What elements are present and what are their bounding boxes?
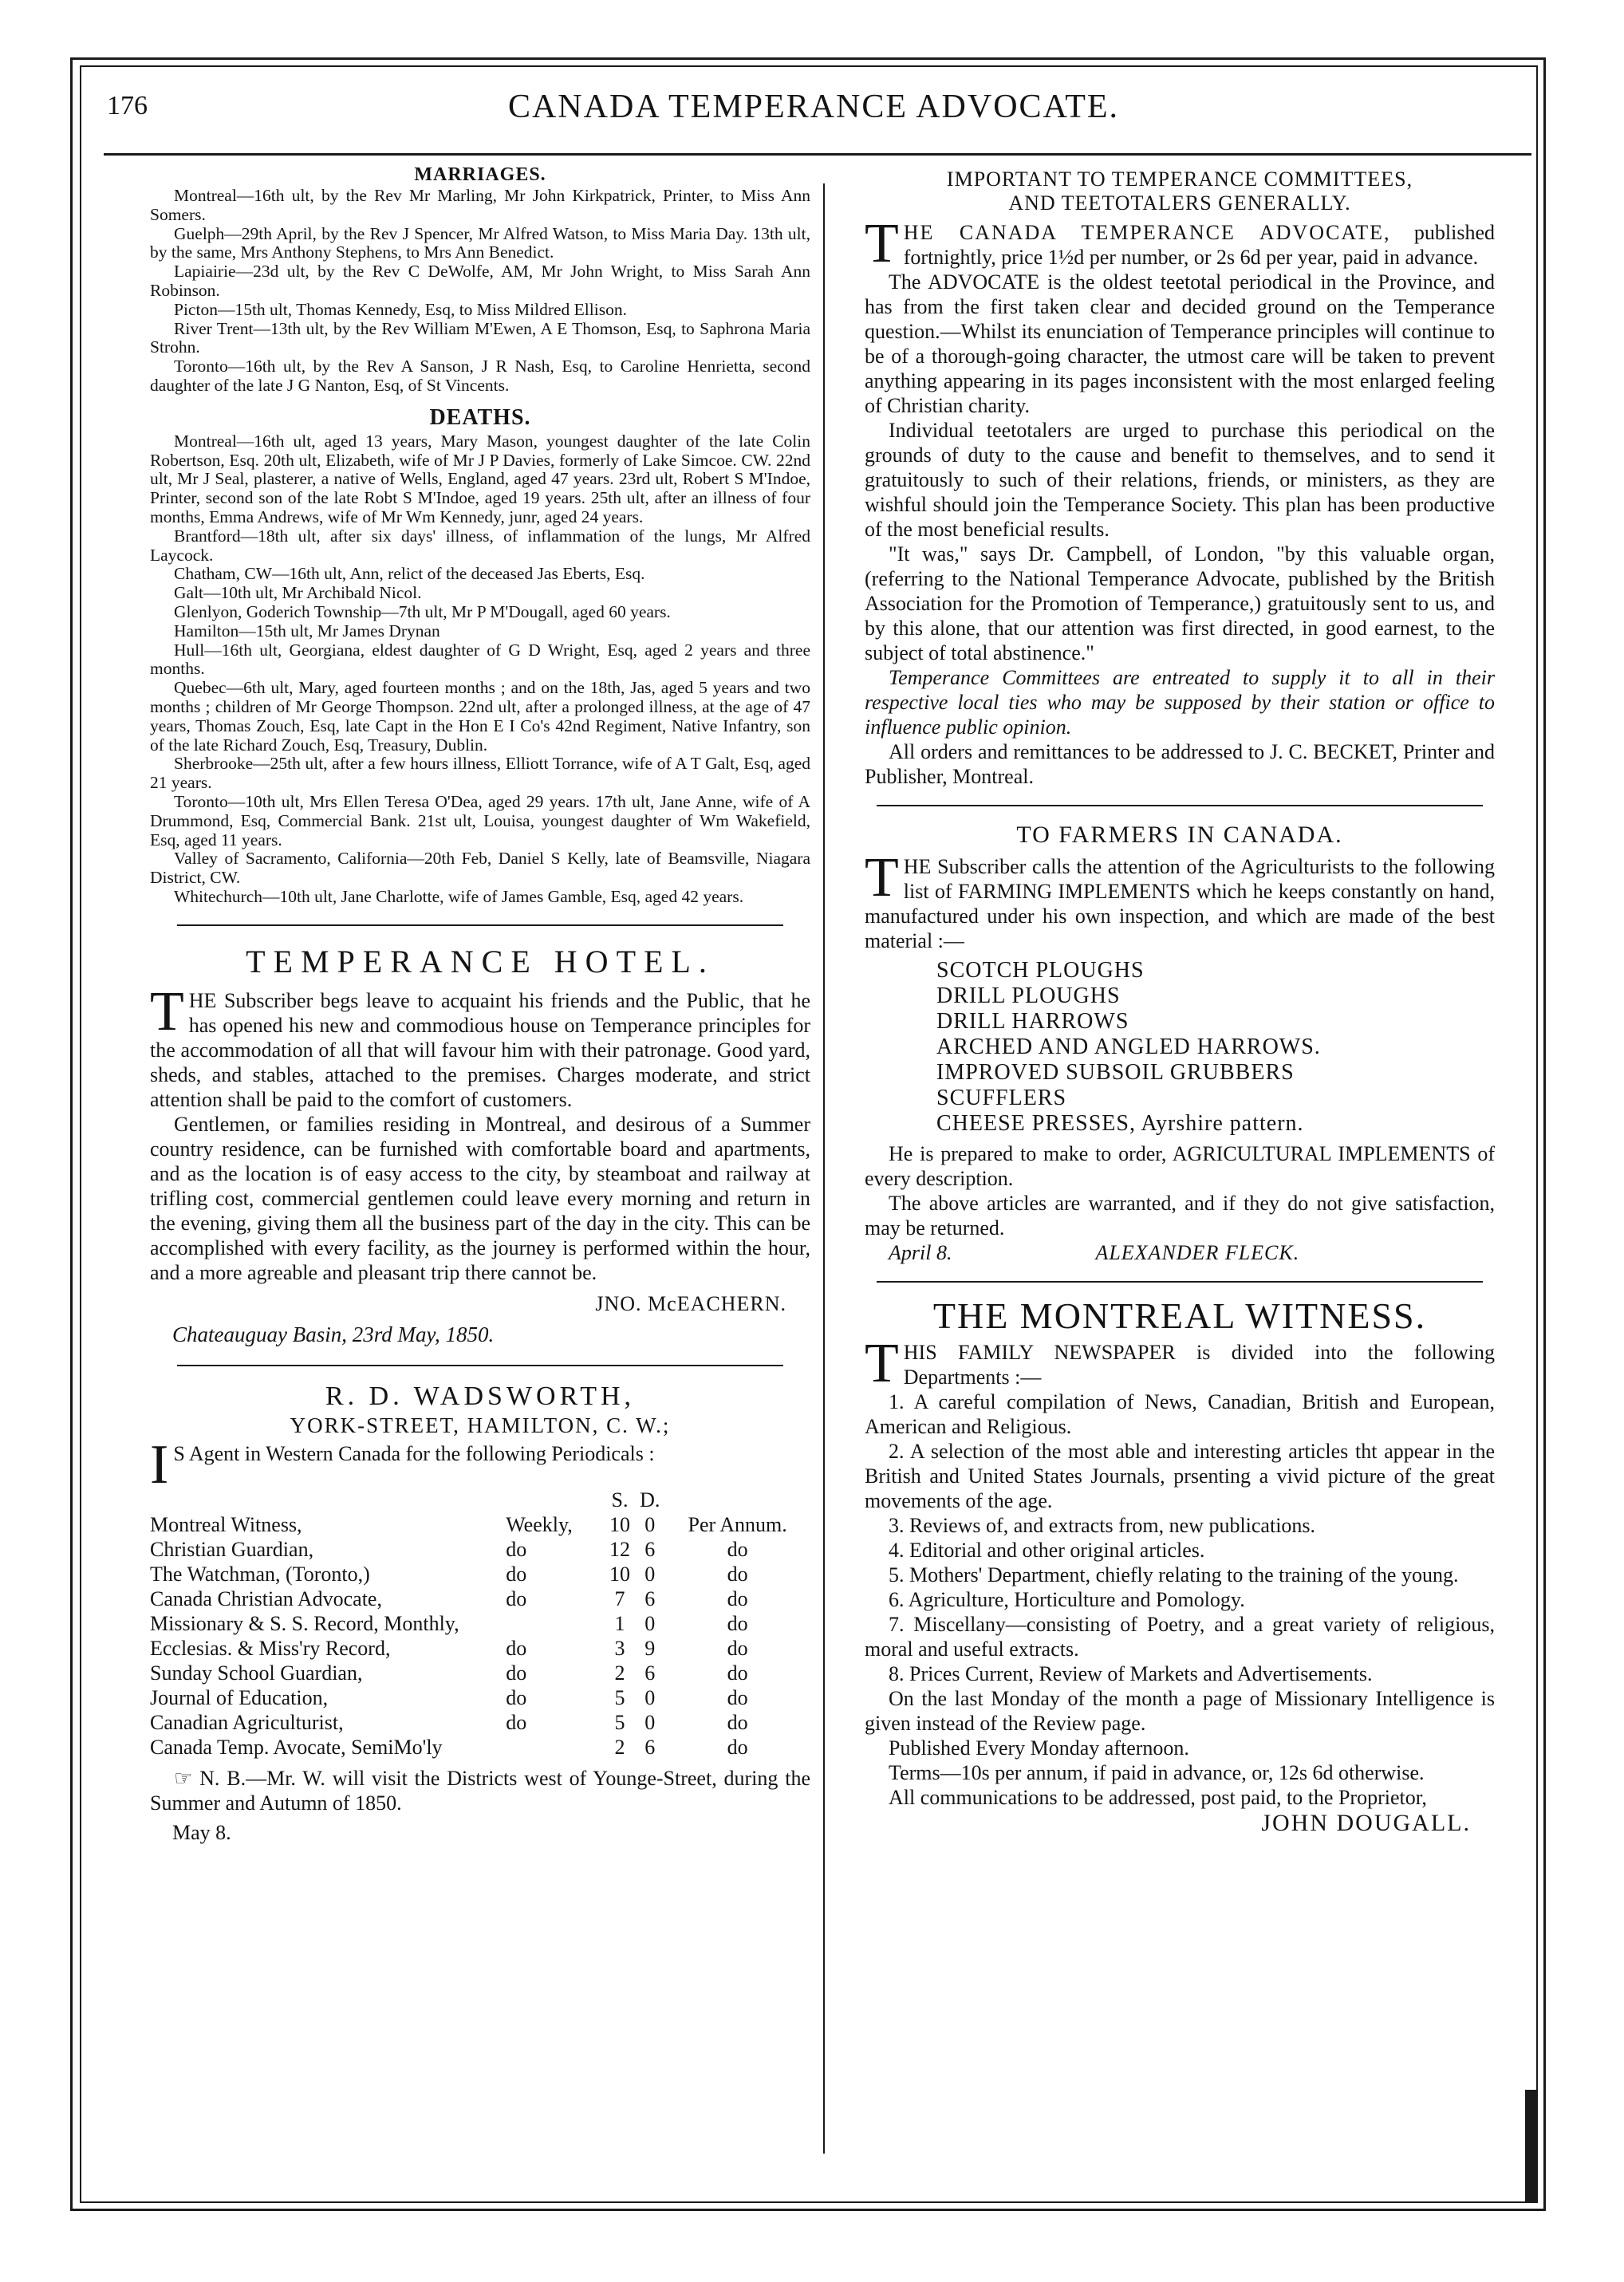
death-entry: Brantford—18th ult, after six days' illness, of inflammation of the lungs, Mr Alfred Laycock. bbox=[150, 526, 810, 565]
hotel-para-2: Gentlemen, or families residing in Montreal, and desirous of a Summer country residence, can be furnished with comfortable board and apartments, and as the location is of easy access to the city, by steamboat and railway at trifling cost, commercial gentlemen could leave every morning and return in the evening, giving them all the business part of the day in the city. This can be accomplished with every facility, as the journey is performed within the hour, and a more agreable and pleasant trip there cannot be. bbox=[150, 1112, 810, 1284]
periodical-row: Canada Temp. Avocate, SemiMo'ly 2 6 do bbox=[150, 1735, 748, 1759]
witness-signature: JOHN DOUGALL. bbox=[1261, 1810, 1471, 1836]
marriages-heading: MARRIAGES. bbox=[414, 164, 546, 185]
witness-published: Published Every Monday afternoon. bbox=[889, 1736, 1189, 1760]
wadsworth-title: R. D. WADSWORTH, bbox=[325, 1381, 636, 1411]
death-entry: Galt—10th ult, Mr Archibald Nicol. bbox=[174, 583, 422, 603]
death-entry: Toronto—10th ult, Mrs Ellen Teresa O'Dea, aged 29 years. 17th ult, Jane Anne, wife of A Drummond, Esq, Commercial Bank. 21st ult, Louisa, youngest daughter of Wm Wakefield, Esq, aged 11 years. bbox=[150, 791, 810, 849]
section-rule bbox=[177, 1365, 783, 1366]
advocate-para-4: "It was," says Dr. Campbell, of London, "by this valuable organ, (referring to the National Temperance Advocate, published by the British Association for the Promotion of Temperance,) gratuitously sent to us, and by this alone, that our attention was first directed, in good earnest, to the subject of total abstinence." bbox=[865, 542, 1495, 664]
hotel-dateline: Chateauguay Basin, 23rd May, 1850. bbox=[172, 1322, 495, 1346]
death-entry: Chatham, CW—16th ult, Ann, relict of the deceased Jas Eberts, Esq. bbox=[174, 564, 645, 584]
advocate-para-5: Temperance Committees are entreated to supply it to all in their respective local ties who may be supposed by their station or office to influence public opinion. bbox=[865, 666, 1495, 739]
witness-title: THE MONTREAL WITNESS. bbox=[932, 1295, 1427, 1336]
deaths-list bbox=[150, 432, 810, 907]
implement-item: SCUFFLERS bbox=[936, 1086, 1067, 1110]
periodicals-table bbox=[150, 1488, 810, 1760]
periodical-row: Ecclesias. & Miss'ry Record, do 3 9 do bbox=[150, 1636, 748, 1660]
hotel-title: TEMPERANCE HOTEL. bbox=[246, 943, 715, 979]
hotel-para-1: THE Subscriber begs leave to acquaint his friends and the Public, that he has opened his new and commodious house on Temperance principles for the accommodation of all that will favour him with their patronage. Good yard, sheds, and stables, attached to the premises. Charges moderate, and strict attention shall be paid to the comfort of customers. bbox=[150, 980, 810, 1111]
department-item: 8. Prices Current, Review of Markets and Advertisements. bbox=[889, 1662, 1373, 1685]
department-item: 7. Miscellany—consisting of Poetry, and a great variety of religious, moral and useful extracts. bbox=[865, 1613, 1495, 1661]
column-divider bbox=[823, 183, 825, 2154]
farmers-dropcap: T bbox=[865, 847, 899, 908]
department-item: 1. A careful compilation of News, Canadian, British and European, American and Religious. bbox=[865, 1390, 1495, 1438]
death-entry: Glenlyon, Goderich Township—7th ult, Mr P M'Dougall, aged 60 years. bbox=[174, 601, 671, 621]
implement-item: DRILL HARROWS bbox=[936, 1009, 1129, 1034]
marriages-section bbox=[150, 163, 810, 396]
marriage-entry: Guelph—29th April, by the Rev J Spencer, Mr Alfred Watson, to Miss Maria Day. 13th ult, by the same, Mrs Anthony Stephens, to Mrs Ann Benedict. bbox=[150, 223, 810, 262]
farmers-para-3: The above articles are warranted, and if they do not give satisfaction, may be returned. bbox=[865, 1192, 1495, 1240]
wadsworth-date: May 8. bbox=[172, 1820, 231, 1844]
farmers-date: April 8. bbox=[889, 1241, 952, 1264]
deaths-heading: DEATHS. bbox=[429, 404, 531, 430]
department-item: 4. Editorial and other original articles. bbox=[889, 1539, 1205, 1562]
wadsworth-address: YORK-STREET, HAMILTON, C. W.; bbox=[290, 1413, 671, 1437]
department-item: 5. Mothers' Department, chiefly relating to the training of the young. bbox=[889, 1563, 1459, 1586]
department-item: 3. Reviews of, and extracts from, new publications. bbox=[889, 1514, 1316, 1537]
periodical-row: Christian Guardian, do 12 6 do bbox=[150, 1537, 748, 1561]
page-number: 176 bbox=[107, 91, 148, 120]
important-title-2: AND TEETOTALERS GENERALLY. bbox=[1008, 191, 1351, 215]
temperance-hotel-ad bbox=[150, 944, 810, 1347]
department-item: 2. A selection of the most able and interesting articles tht appear in the British and United States Journals, prsenting a vivid picture of the great movements of the age. bbox=[865, 1440, 1495, 1512]
death-entry: Whitechurch—10th ult, Jane Charlotte, wife of James Gamble, Esq, aged 42 years. bbox=[174, 886, 744, 906]
advocate-dropcap: T bbox=[865, 213, 899, 274]
periodical-row: Missionary & S. S. Record, Monthly, 1 0 do bbox=[150, 1611, 748, 1635]
advocate-para-6: All orders and remittances to be addressed to J. C. BECKET, Printer and Publisher, Montreal. bbox=[865, 740, 1495, 788]
death-entry: Montreal—16th ult, aged 13 years, Mary Mason, youngest daughter of the late Colin Robertson, Esq. 20th ult, Elizabeth, wife of Mr J P Davies, formerly of Lake Simcoe. CW. 22nd ult, Mr J Seal, plasterer, a native of Wells, England, aged 47 years. 23rd ult, Robert S M'Indoe, Printer, second son of the late Robt S M'Indoe, aged 19 years. 25th ult, after an illness of four months, Emma Andrews, wife of Mr Wm Kennedy, junr, aged 24 years. bbox=[150, 431, 810, 526]
implement-item: CHEESE PRESSES, Ayrshire pattern. bbox=[936, 1111, 1304, 1136]
implement-item: ARCHED AND ANGLED HARROWS. bbox=[936, 1035, 1321, 1059]
hotel-dropcap: T bbox=[150, 980, 184, 1042]
farmers-ad bbox=[865, 821, 1495, 1265]
implement-item: DRILL PLOUGHS bbox=[936, 983, 1121, 1008]
death-entry: Sherbrooke—25th ult, after a few hours illness, Elliott Torrance, wife of A T Galt, Esq, aged 21 years. bbox=[150, 754, 810, 793]
periodical-row: Montreal Witness, Weekly, 10 0 Per Annum. bbox=[150, 1512, 787, 1536]
header-rule bbox=[104, 153, 1531, 156]
witness-dropcap: T bbox=[865, 1333, 899, 1394]
department-item: 6. Agriculture, Horticulture and Pomology. bbox=[889, 1588, 1245, 1611]
section-rule bbox=[177, 924, 783, 926]
implements-list bbox=[936, 958, 1495, 1137]
farmers-footer bbox=[889, 1240, 1495, 1265]
hotel-signature: JNO. McEACHERN. bbox=[595, 1291, 786, 1315]
marriage-entry: River Trent—13th ult, by the Rev William M'Ewen, A E Thomson, Esq, to Saphrona Maria Strohn. bbox=[150, 318, 810, 357]
important-notice bbox=[865, 168, 1495, 789]
witness-intro: THIS FAMILY NEWSPAPER is divided into the following Departments :— bbox=[865, 1333, 1495, 1394]
marriage-entry: Picton—15th ult, Thomas Kennedy, Esq, to Miss Mildred Ellison. bbox=[174, 299, 627, 319]
marriage-entry: Toronto—16th ult, by the Rev A Sanson, J R Nash, Esq, to Caroline Henrietta, second daughter of the late J G Nanton, Esq, of St Vincents. bbox=[150, 357, 810, 395]
right-column bbox=[865, 160, 1495, 1837]
section-rule bbox=[877, 805, 1483, 806]
advocate-para-2: The ADVOCATE is the oldest teetotal periodical in the Province, and has from the first taken clear and decided ground on the Temperance question.—Whilst its enunciation of Temperance principles will continue to be of a thorough-going character, the utmost care will be taken to prevent anything appearing in its pages inconsistent with the most enlarged feeling of Christian charity. bbox=[865, 270, 1495, 417]
marriage-entry: Lapiairie—23d ult, by the Rev C DeWolfe, AM, Mr John Wright, to Miss Sarah Ann Robinson. bbox=[150, 262, 810, 300]
left-column bbox=[150, 160, 810, 1845]
implement-item: IMPROVED SUBSOIL GRUBBERS bbox=[936, 1060, 1295, 1085]
farmers-title: TO FARMERS IN CANADA. bbox=[1016, 822, 1343, 848]
marriage-entry: Montreal—16th ult, by the Rev Mr Marling, Mr John Kirkpatrick, Printer, to Miss Ann Somers. bbox=[150, 186, 810, 224]
wadsworth-note: ☞ N. B.—Mr. W. will visit the Districts west of Younge-Street, during the Summer and Autumn of 1850. bbox=[150, 1766, 810, 1815]
periodical-row: Journal of Education, do 5 0 do bbox=[150, 1685, 748, 1709]
marriages-list bbox=[150, 187, 810, 396]
periodicals-header-row bbox=[150, 1488, 810, 1512]
wadsworth-ad bbox=[150, 1381, 810, 1845]
wadsworth-intro: I S Agent in Western Canada for the following Periodicals : bbox=[150, 1433, 655, 1496]
implement-item: SCOTCH PLOUGHS bbox=[936, 958, 1145, 983]
witness-ad bbox=[865, 1295, 1495, 1837]
col-shillings: S. bbox=[611, 1488, 629, 1511]
death-entry: Quebec—6th ult, Mary, aged fourteen months ; and on the 18th, Jas, aged 5 years and two months ; children of Mr George Thompson. 22nd ult, after a prolonged illness, at the age of 47 years, Thomas Zouch, Esq, late Capt in the Hon E I Co's 42nd Regiment, Native Infantry, son of the late Richard Zouch, Esq, Treasury, Dublin. bbox=[150, 678, 810, 755]
periodical-row: Sunday School Guardian, do 2 6 do bbox=[150, 1661, 748, 1685]
witness-terms: Terms—10s per annum, if paid in advance, or, 12s 6d otherwise. bbox=[889, 1761, 1425, 1784]
witness-communications: All communications to be addressed, post paid, to the Proprietor, bbox=[889, 1786, 1427, 1809]
witness-missionary-note: On the last Monday of the month a page of Missionary Intelligence is given instead of the Review page. bbox=[865, 1687, 1495, 1735]
farmers-signature: ALEXANDER FLECK. bbox=[1095, 1241, 1300, 1264]
wadsworth-dropcap: I bbox=[150, 1433, 169, 1496]
farmers-intro: THE Subscriber calls the attention of the Agriculturists to the following list of FARMING IMPLEMENTS which he keeps constantly on hand, manufactured under his own inspection, and which are made of the best material :— bbox=[865, 847, 1495, 952]
page-header bbox=[96, 88, 1531, 136]
periodical-row: Canada Christian Advocate, do 7 6 do bbox=[150, 1586, 748, 1610]
important-title-1: IMPORTANT TO TEMPERANCE COMMITTEES, bbox=[946, 168, 1413, 191]
advocate-para-3: Individual teetotalers are urged to purchase this periodical on the grounds of duty to the cause and benefit to themselves, and to send it gratuitously to such of their relations, friends, or ministers, as they are wishful should join the Temperance Society. This plan has been productive of the most beneficial results. bbox=[865, 419, 1495, 541]
death-entry: Hamilton—15th ult, Mr James Drynan bbox=[174, 621, 440, 640]
periodical-row: The Watchman, (Toronto,) do 10 0 do bbox=[150, 1562, 748, 1586]
frame-shadow bbox=[1525, 2090, 1538, 2201]
newspaper-title: CANADA TEMPERANCE ADVOCATE. bbox=[507, 89, 1120, 125]
periodical-row: Canadian Agriculturist, do 5 0 do bbox=[150, 1710, 748, 1734]
section-rule bbox=[877, 1281, 1483, 1283]
deaths-section bbox=[150, 404, 810, 907]
death-entry: Valley of Sacramento, California—20th Feb, Daniel S Kelly, late of Beamsville, Niagara District, CW. bbox=[150, 849, 810, 888]
death-entry: Hull—16th ult, Georgiana, eldest daughter of G D Wright, Esq, aged 2 years and three months. bbox=[150, 640, 810, 679]
farmers-para-2: He is prepared to make to order, AGRICULTURAL IMPLEMENTS of every description. bbox=[865, 1142, 1495, 1190]
advocate-lead: THE CANADA TEMPERANCE ADVOCATE, published fortnightly, price 1½d per number, or 2s 6d per year, paid in advance. bbox=[865, 213, 1495, 274]
col-pence: D. bbox=[640, 1488, 660, 1511]
